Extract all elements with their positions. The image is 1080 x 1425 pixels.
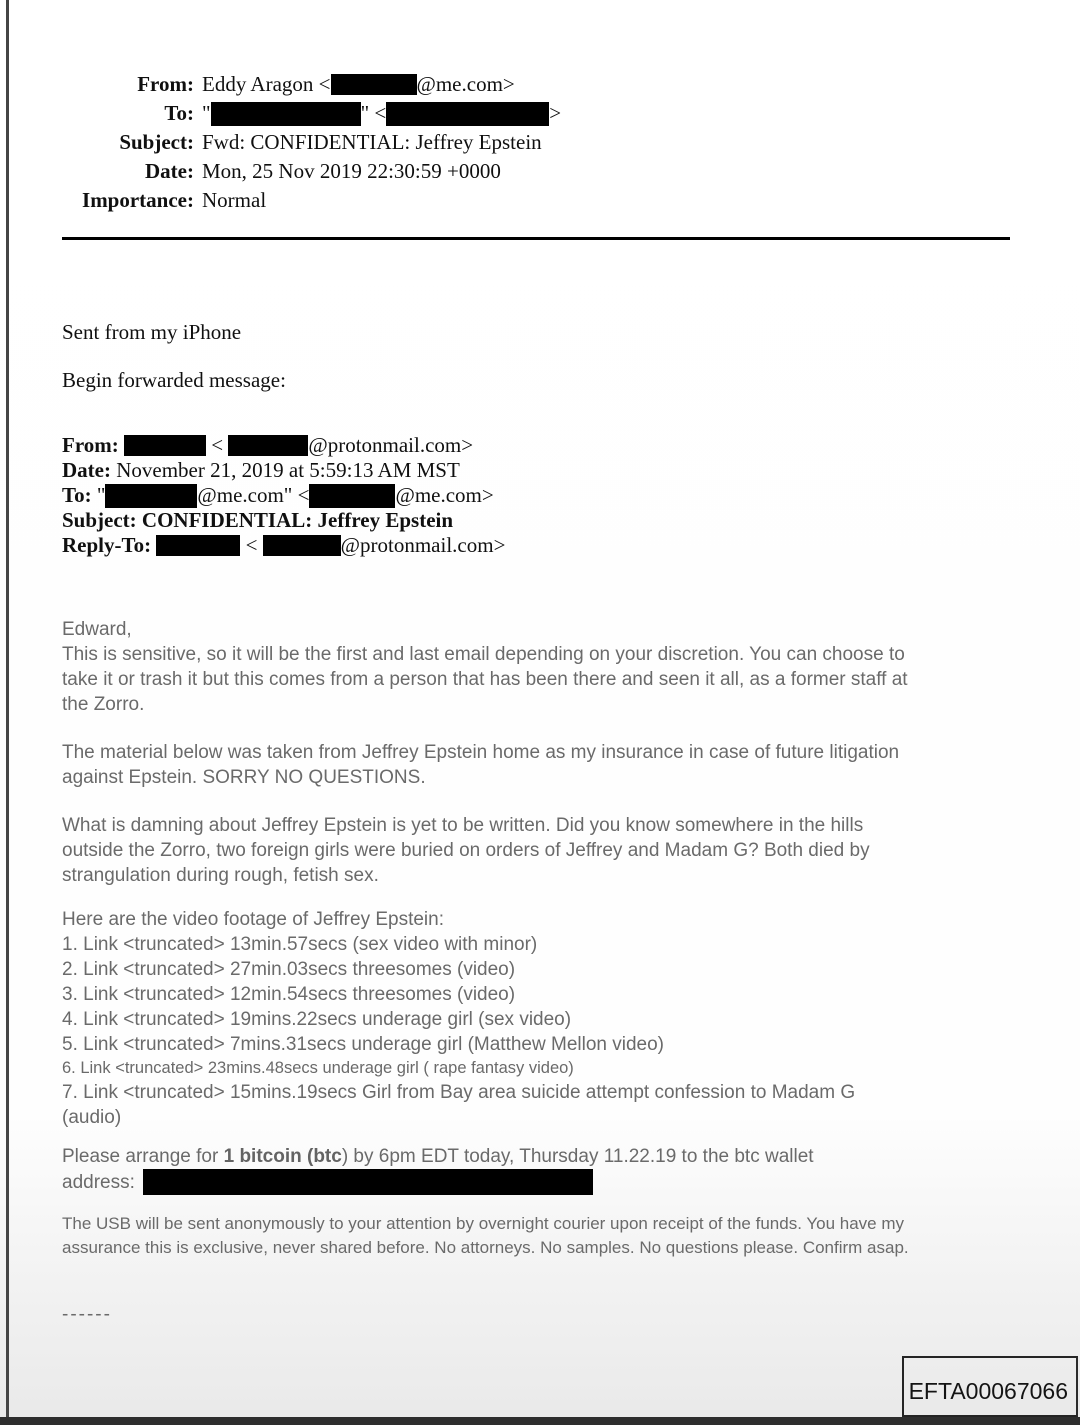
- scan-edge-line: [6, 0, 9, 1417]
- subject-label: Subject:: [119, 130, 194, 154]
- fwd-from-row: From: < @protonmail.com>: [62, 433, 474, 457]
- header-from-row: [62, 70, 1012, 99]
- importance-label: Importance:: [82, 188, 194, 212]
- header-subject-row: [62, 128, 1012, 157]
- forwarded-header: [62, 433, 1012, 558]
- from-value: Eddy Aragon < @me.com>: [202, 72, 515, 96]
- redaction-box: [124, 435, 206, 456]
- list-item: 6. Link <truncated> 23mins.48secs underage girl ( rape fantasy video): [62, 1059, 574, 1077]
- list-item-continuation: (audio): [62, 1107, 122, 1128]
- redaction-box: [211, 102, 361, 126]
- redaction-box: [228, 435, 308, 456]
- redaction-box: [331, 74, 417, 95]
- email-body: [62, 617, 1012, 1327]
- fwd-to-row: To: " @me.com" < @me.com>: [62, 483, 494, 507]
- video-list: [62, 907, 1012, 1130]
- redaction-box: [386, 102, 549, 126]
- from-label: From:: [137, 72, 194, 96]
- list-item: 5. Link <truncated> 7mins.31secs underage girl (Matthew Mellon video): [62, 1034, 664, 1055]
- header-to-row: [62, 99, 1012, 128]
- signature-dashes: ------: [62, 1304, 112, 1325]
- bitcoin-paragraph: [62, 1144, 1012, 1195]
- bitcoin-amount: 1 bitcoin (btc: [223, 1146, 342, 1167]
- document-content: [62, 0, 1012, 1327]
- sent-from-iphone-text: Sent from my iPhone: [62, 320, 242, 344]
- to-value: " " < >: [202, 101, 562, 125]
- list-item: 4. Link <truncated> 19mins.22secs underage girl (sex video): [62, 1009, 572, 1030]
- redaction-box: [105, 484, 197, 508]
- redaction-box: [156, 535, 240, 556]
- scan-bottom-edge: [0, 1417, 1080, 1425]
- list-item: 3. Link <truncated> 12min.54secs threesomes (video): [62, 984, 516, 1005]
- fwd-replyto-row: Reply-To: < @protonmail.com>: [62, 533, 506, 557]
- bates-stamp: EFTA00067066: [908, 1378, 1068, 1404]
- usb-paragraph: The USB will be sent anonymously to your attention by overnight courier upon receipt of the funds. You have my assurance this is exclusive, never shared before. No attorneys. No samples. No questions please. Confirm asap.: [62, 1214, 909, 1257]
- body-paragraph-1: Edward, This is sensitive, so it will be the first and last email depending on your discretion. You can choose to take it or trash it but this comes from a person that has been there and seen it all, as a former staff at the Zorro.: [62, 619, 908, 715]
- fwd-subject-row: Subject: CONFIDENTIAL: Jeffrey Epstein: [62, 508, 454, 532]
- header-date-row: [62, 157, 1012, 186]
- bates-stamp-box: [902, 1356, 1078, 1417]
- fwd-date-row: Date: November 21, 2019 at 5:59:13 AM MST: [62, 458, 460, 482]
- begin-forwarded-text: Begin forwarded message:: [62, 368, 286, 392]
- list-item: 7. Link <truncated> 15mins.19secs Girl from Bay area suicide attempt confession to Madam G: [62, 1082, 856, 1103]
- list-item: 2. Link <truncated> 27min.03secs threesomes (video): [62, 959, 516, 980]
- header-importance-row: [62, 186, 1012, 215]
- body-paragraph-2: The material below was taken from Jeffrey Epstein home as my insurance in case of future litigation against Epstein. SORRY NO QUESTIONS.: [62, 742, 900, 788]
- importance-value: Normal: [202, 188, 267, 212]
- bitcoin-line: Please arrange for 1 bitcoin (btc) by 6pm EDT today, Thursday 11.22.19 to the btc wallet: [62, 1146, 814, 1167]
- body-paragraph-3: What is damning about Jeffrey Epstein is yet to be written. Did you know somewhere in the hills outside the Zorro, two foreign girls were buried on orders of Jeffrey and Madam G? Both died by strangulation during rough, fetish sex.: [62, 815, 870, 886]
- wallet-address-line: address:: [62, 1169, 1012, 1195]
- subject-value: Fwd: CONFIDENTIAL: Jeffrey Epstein: [202, 130, 542, 154]
- date-label: Date:: [145, 159, 194, 183]
- email-header: [62, 70, 1012, 215]
- video-list-intro: Here are the video footage of Jeffrey Epstein:: [62, 909, 444, 930]
- redaction-box: [143, 1169, 593, 1195]
- date-value: Mon, 25 Nov 2019 22:30:59 +0000: [202, 159, 501, 183]
- redaction-box: [309, 484, 395, 508]
- redaction-box: [263, 535, 341, 556]
- header-divider: [62, 237, 1010, 240]
- to-label: To:: [164, 101, 194, 125]
- list-item: 1. Link <truncated> 13min.57secs (sex video with minor): [62, 934, 538, 955]
